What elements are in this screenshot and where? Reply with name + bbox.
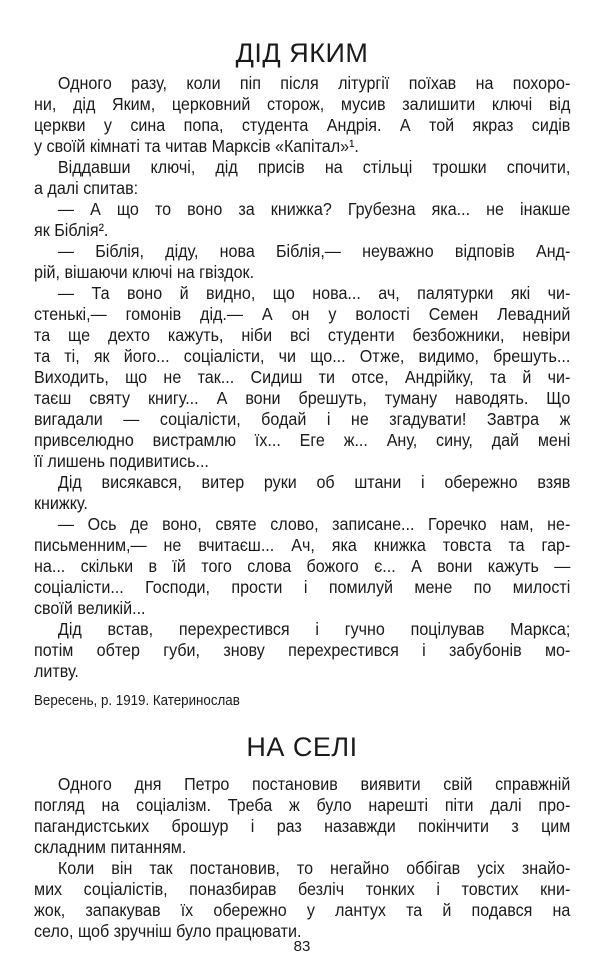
text-line: рій, вішаючи ключі на гвіздок. [34, 262, 255, 282]
text-line: Одного дня Петро постановив виявити свій справжній [57, 774, 571, 794]
text-line: Дід висякався, витер руки об штани і обережно взяв [57, 472, 571, 492]
page-number: 83 [293, 938, 311, 955]
text-line: пагандистських брошур і раз назавжди покінчити з цим [34, 816, 571, 836]
text-line: Віддавши ключі, дід присів на стільці трошки спочити, [57, 157, 571, 177]
text-line: вигадали — соціалісти, бодай і не згадувати! Завтра ж [34, 409, 571, 429]
text-line: а далі спитав: [34, 178, 139, 198]
text-line: погляд на соціалізм. Треба ж було нарешті піти далі про- [34, 795, 571, 815]
text-line: складним питанням. [34, 837, 187, 857]
text-line: книжку. [34, 493, 88, 513]
text-line: Дід встав, перехрестився і гучно поцілував Маркса; [57, 619, 571, 639]
story-title-na-seli: НА СЕЛІ [246, 732, 358, 762]
text-line: Коли він так постановив, то негайно оббігав усіх знайо- [57, 858, 571, 878]
text-line: — Ось де воно, святе слово, записане... Горечко нам, не- [57, 514, 571, 534]
text-line: потім обтер губи, знову перехрестився і забубонів мо- [34, 640, 571, 660]
text-line: у своїй кімнаті та читав Марксів «Капітал»¹. [34, 136, 359, 156]
text-line: — Біблія, діду, нова Біблія,— неуважно відповів Анд- [57, 241, 571, 261]
text-line: соціалісти... Господи, прости і помилуй мене по милості [34, 577, 571, 597]
text-line: стенькі,— гомонів дід.— А он у волості Семен Левадний [34, 304, 571, 324]
text-line: литву. [34, 661, 79, 681]
text-line: привселюдно вистрамлю їх... Еге ж... Ану, сину, дай мені [34, 430, 571, 450]
text-line: жок, запакував їх обережно у лантух та й подався на [34, 900, 571, 920]
text-line: як Біблія². [34, 220, 109, 240]
dateline: Вересень, р. 1919. Катеринослав [34, 693, 240, 709]
text-line: своїй великій... [34, 598, 146, 618]
text-line: таєш святу книгу... А вони брешуть, туману наводять. Що [34, 388, 571, 408]
text-line: ни, дід Яким, церковний сторож, мусив залишити ключі від [34, 94, 571, 114]
text-line: — А що то воно за книжка? Грубезна яка... не інакше [57, 199, 571, 219]
text-line: її лишень подивитись... [34, 451, 209, 471]
story-title-did-yakym: ДІД ЯКИМ [235, 38, 369, 68]
text-line: мих соціалістів, поназбирав безліч тонких і товстих кни- [34, 879, 571, 899]
text-line: письменним,— не вчитаєш... Ач, яка книжка товста та гар- [34, 535, 571, 555]
text-line: Виходить, що не так... Сидиш ти отсе, Андрійку, та й чи- [34, 367, 571, 387]
text-line: село, щоб зручніш було працювати. [34, 921, 302, 941]
text-line: — Та воно й видно, що нова... ач, палятурки які чи- [57, 283, 571, 303]
text-line: церкви у сина попа, студента Андрія. А той якраз сидів [34, 115, 571, 135]
text-line: та ті, як його... соціалісти, чи що... Отже, видимо, брешуть... [34, 346, 571, 366]
text-line: та ще дехто кажуть, ніби всі студенти безбожники, невіри [34, 325, 571, 345]
text-line: на... скільки в їй того слова божого є... А вони кажуть — [34, 556, 571, 576]
text-line: Одного разу, коли піп після літургії поїхав на похоро- [57, 73, 571, 93]
